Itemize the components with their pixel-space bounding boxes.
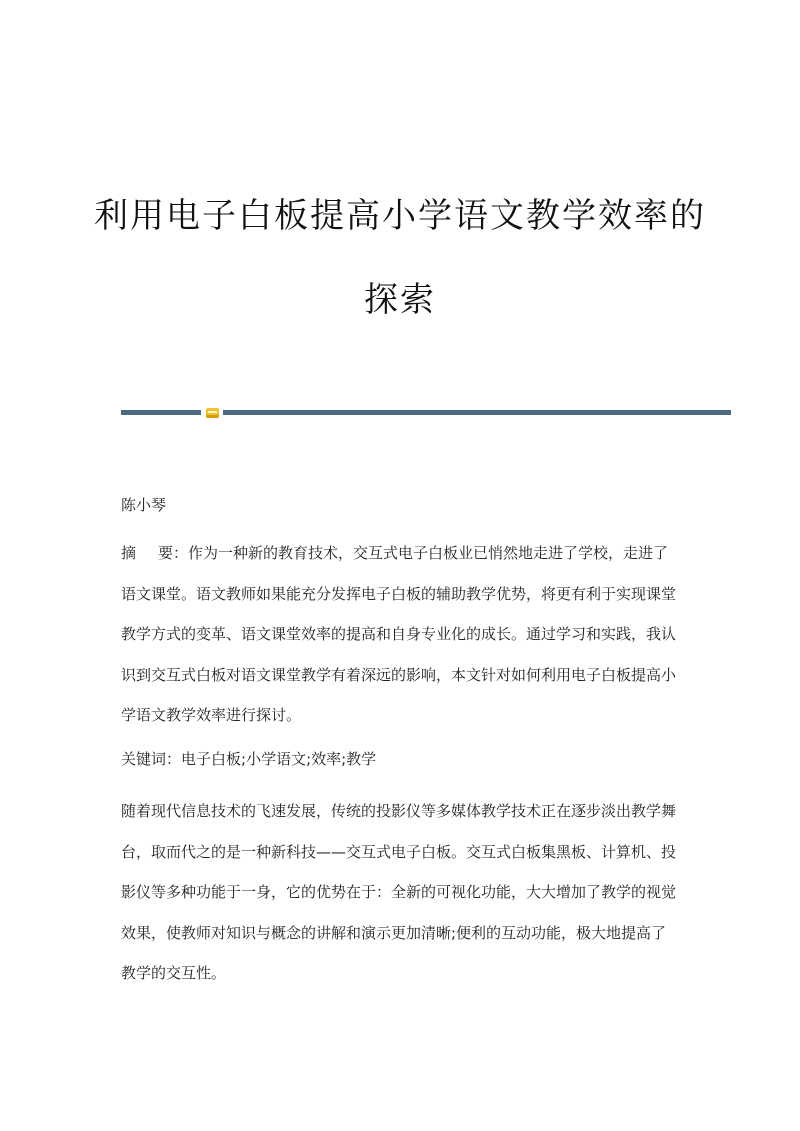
divider-bar-left xyxy=(121,410,201,415)
abstract-label xyxy=(121,544,188,562)
abstract-paragraph xyxy=(121,533,681,736)
body-paragraph: 随着现代信息技术的飞速发展，传统的投影仪等多媒体教学技术正在逐步淡出教学舞台，取而代之的是一种新科技——交互式电子白板。交互式白板集黑板、计算机、投影仪等多种功能于一身，它的优势在于：全新的可视化功能，大大增加了教学的视觉效果，使教师对知识与概念的讲解和演示更加清晰;便利的互动功能，极大地提高了教学的交互性。 xyxy=(121,802,677,982)
author-name: 陈小琴 xyxy=(121,496,167,514)
document-badge-icon xyxy=(206,408,219,418)
keywords-line xyxy=(121,739,681,780)
divider-bar-right xyxy=(223,410,731,415)
abstract-text: 作为一种新的教育技术，交互式电子白板业已悄然地走进了学校，走进了语文课堂。语文教师如果能充分发挥电子白板的辅助教学优势，将更有利于实现课堂教学方式的变革、语文课堂效率的提高和自身专业化的成长。通过学习和实践，我认识到交互式白板对语文课堂教学有着深远的影响，本文针对如何利用电子白板提高小学语文教学效率进行探讨。 xyxy=(121,544,677,724)
title-divider xyxy=(121,408,731,416)
document-title-line-2: 探索 xyxy=(364,280,436,320)
abstract-label-second: 要： xyxy=(158,544,189,562)
keywords-label: 关键词： xyxy=(121,750,182,768)
abstract-label-first: 摘 xyxy=(121,544,137,562)
document-title-line-1: 利用电子白板提高小学语文教学效率的 xyxy=(94,196,706,236)
keywords-text: 电子白板;小学语文;效率;教学 xyxy=(181,750,377,768)
